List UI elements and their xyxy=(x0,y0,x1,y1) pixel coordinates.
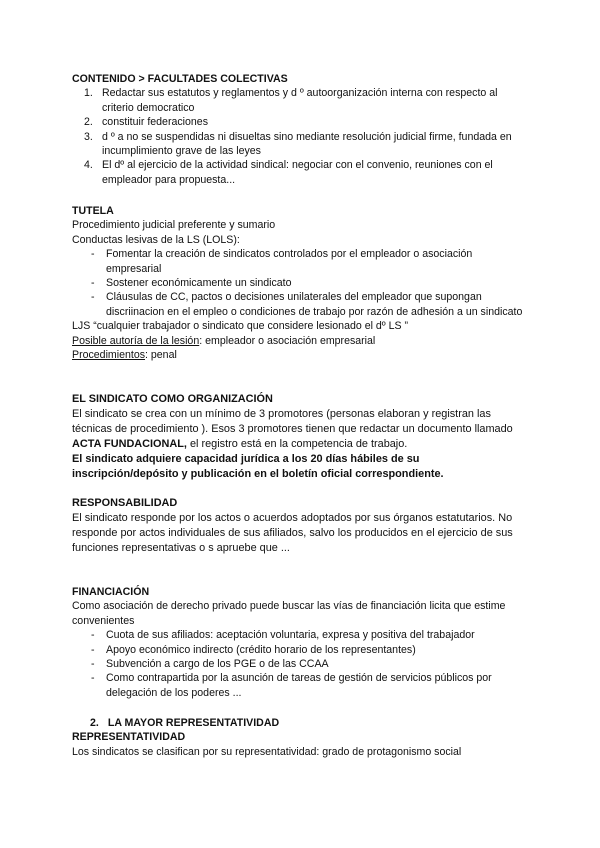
section-tutela xyxy=(72,204,528,362)
responsabilidad-text: El sindicato responde por los actos o acuerdos adoptados por sus órganos estatutarios. No responde por actos individuales de sus afiliados, salvo los producidos en el ejercicio de sus funciones representativas o s apruebe que ... xyxy=(72,512,513,554)
section-title-tutela: TUTELA xyxy=(72,205,114,217)
autoria-line xyxy=(72,334,528,348)
section-organizacion xyxy=(72,392,528,482)
list-text: Redactar sus estatutos y reglamentos y d º autoorganización interna con respecto al criterio democratico xyxy=(102,87,498,114)
list-item xyxy=(72,276,528,290)
list-number: 3. xyxy=(84,130,93,143)
organizacion-text xyxy=(72,407,528,452)
list-item xyxy=(72,628,528,642)
autoria-label: Posible autoría de la lesión xyxy=(72,334,200,347)
acta-fundacional: ACTA FUNDACIONAL, xyxy=(72,438,187,450)
list-item xyxy=(72,247,528,276)
dash-bullet: - xyxy=(91,629,95,642)
organizacion-text-1: El sindicato se crea con un mínimo de 3 promotores (personas elaboran y registran las técnicas de procedimiento ). Esos 3 promotores tienen que redactar un documento llamado xyxy=(72,408,513,435)
section-title-contenido: CONTENIDO > FACULTADES COLECTIVAS xyxy=(72,73,288,85)
dash-bullet: - xyxy=(91,291,95,304)
list-text: Subvención a cargo de los PGE o de las CCAA xyxy=(106,658,329,671)
ljs-line: LJS “cualquier trabajador o sindicato que considere lesionado el dº LS ” xyxy=(72,320,409,333)
list-text: Fomentar la creación de sindicatos controlados por el empleador o asociación empresarial xyxy=(106,248,473,275)
dash-bullet: - xyxy=(91,277,95,290)
list-number: 4. xyxy=(84,159,93,172)
representatividad-text: Los sindicatos se clasifican por su representatividad: grado de protagonismo social xyxy=(72,745,462,758)
tutela-line-2: Conductas lesivas de la LS (LOLS): xyxy=(72,233,240,246)
list-text: Cuota de sus afiliados: aceptación voluntaria, expresa y positiva del trabajador xyxy=(106,629,475,642)
list-item xyxy=(72,130,528,159)
conductas-list xyxy=(72,247,528,319)
section-representatividad xyxy=(72,716,528,759)
numbered-heading xyxy=(72,716,528,730)
section-title-organizacion: EL SINDICATO COMO ORGANIZACIÓN xyxy=(72,393,273,405)
dash-bullet: - xyxy=(91,658,95,671)
list-text: Cláusulas de CC, pactos o decisiones unilaterales del empleador que supongan discriinacion en el empleo o condiciones de trabajo por razón de adhesión a un sindicato xyxy=(106,291,523,318)
dash-bullet: - xyxy=(91,643,95,656)
section-title-financiacion: FINANCIACIÓN xyxy=(72,586,150,598)
financiacion-text: Como asociación de derecho privado puede buscar las vías de financiación licita que estime convenientes xyxy=(72,600,506,627)
procedimientos-line xyxy=(72,348,528,362)
list-item xyxy=(72,657,528,671)
dash-bullet: - xyxy=(91,248,95,261)
list-item xyxy=(72,643,528,657)
tutela-line-1: Procedimiento judicial preferente y sumario xyxy=(72,219,276,232)
dash-bullet: - xyxy=(91,672,95,685)
section-contenido xyxy=(72,72,528,187)
list-number: 2. xyxy=(84,116,93,129)
section-financiacion xyxy=(72,585,528,700)
section-title-responsabilidad: RESPONSABILIDAD xyxy=(72,497,178,509)
list-item xyxy=(72,115,528,129)
procedimientos-value: : penal xyxy=(145,349,177,362)
list-item xyxy=(72,290,528,319)
organizacion-text-2: el registro está en la competencia de trabajo. xyxy=(186,438,408,450)
section-responsabilidad xyxy=(72,496,528,556)
list-text: d º a no se suspendidas ni disueltas sino mediante resolución judicial firme, fundada en incumplimiento grave de las leyes xyxy=(102,130,512,158)
list-text: Apoyo económico indirecto (crédito horario de los representantes) xyxy=(106,643,416,656)
procedimientos-label: Procedimientos xyxy=(72,349,146,362)
list-number: 1. xyxy=(84,87,93,100)
list-item xyxy=(72,86,528,115)
facultades-list xyxy=(72,86,528,187)
autoria-value: : empleador o asociación empresarial xyxy=(199,334,376,347)
section-title-representatividad: REPRESENTATIVIDAD xyxy=(72,731,186,744)
list-text: Como contrapartida por la asunción de tareas de gestión de servicios públicos por delegación de los poderes ... xyxy=(106,672,492,699)
heading-text: LA MAYOR REPRESENTATIVIDAD xyxy=(107,717,280,729)
list-text: Sostener económicamente un sindicato xyxy=(106,277,292,290)
heading-number: 2. xyxy=(90,717,99,729)
financiacion-list xyxy=(72,628,528,700)
list-text: constituir federaciones xyxy=(102,116,208,129)
list-item xyxy=(72,671,528,700)
list-item xyxy=(72,158,528,187)
capacidad-juridica-text: El sindicato adquiere capacidad jurídica a los 20 días hábiles de su inscripción/depósito y publicación en el boletín oficial correspondiente. xyxy=(72,453,444,480)
list-text: El dº al ejercicio de la actividad sindical: negociar con el convenio, reuniones con el empleador para propuesta... xyxy=(102,159,493,186)
